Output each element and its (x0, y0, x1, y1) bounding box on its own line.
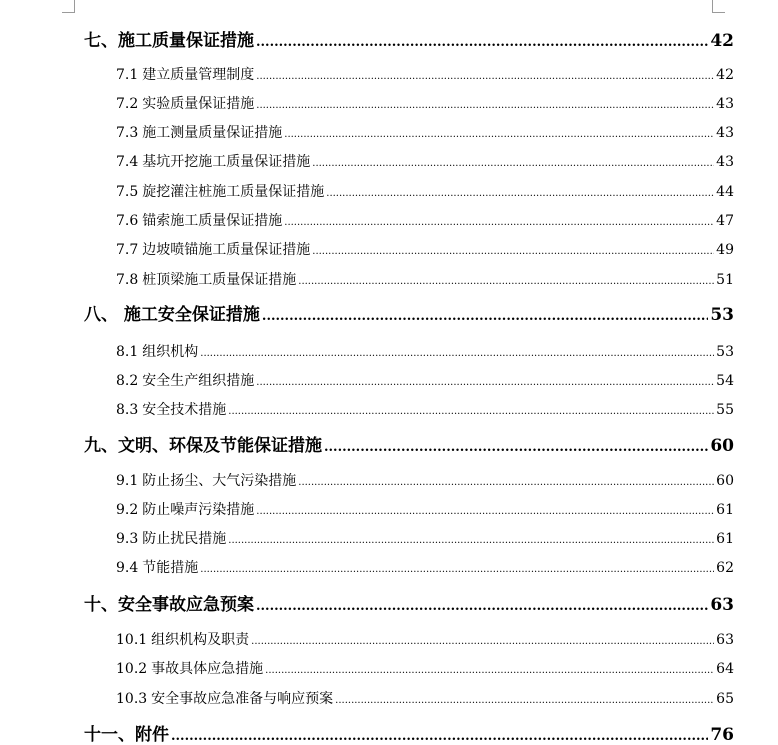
toc-leader-dots (324, 440, 708, 455)
toc-entry-page-number: 47 (716, 213, 734, 229)
toc-leader-dots (298, 477, 714, 488)
toc-entry-page-number: 49 (716, 242, 734, 258)
toc-section-entry[interactable] (116, 64, 734, 84)
toc-section-entry[interactable] (116, 557, 734, 577)
toc-entry-number: 7.7 (116, 242, 139, 258)
toc-entry-number: 9.1 (116, 473, 139, 489)
toc-entry-page-number: 53 (710, 305, 734, 325)
toc-leader-dots (312, 246, 714, 257)
toc-entry-number: 8.2 (116, 373, 139, 389)
toc-entry-page-number: 61 (716, 531, 734, 547)
toc-section-entry[interactable] (116, 210, 734, 230)
toc-entry-title: 十、安全事故应急预案 (84, 595, 254, 615)
toc-section-entry[interactable] (116, 93, 734, 113)
toc-entry-page-number: 63 (716, 632, 734, 648)
toc-entry-number: 9.3 (116, 531, 139, 547)
toc-entry-title: 事故具体应急措施 (151, 661, 264, 677)
toc-leader-dots (256, 506, 714, 517)
toc-entry-page-number: 43 (716, 96, 734, 112)
toc-entry-title: 边坡喷锚施工质量保证措施 (142, 242, 311, 258)
toc-leader-dots (312, 158, 714, 169)
toc-leader-dots (284, 217, 714, 228)
toc-entry-page-number: 42 (716, 67, 734, 83)
toc-section-entry[interactable] (116, 370, 734, 390)
toc-entry-number: 7.4 (116, 154, 139, 170)
toc-leader-dots (265, 665, 714, 676)
toc-entry-title: 安全事故应急准备与响应预案 (151, 691, 334, 707)
toc-entry-page-number: 60 (710, 436, 734, 456)
toc-section-entry[interactable] (116, 181, 734, 201)
toc-entry-page-number: 64 (716, 661, 734, 677)
toc-entry-title: 七、施工质量保证措施 (84, 31, 254, 51)
toc-section-entry[interactable] (116, 341, 734, 361)
toc-section-entry[interactable] (116, 499, 734, 519)
toc-entry-page-number: 54 (716, 373, 734, 389)
toc-entry-number: 7.1 (116, 67, 139, 83)
toc-entry-page-number: 42 (710, 31, 734, 51)
toc-entry-title: 组织机构及职责 (151, 632, 250, 648)
toc-entry-number: 7.5 (116, 184, 139, 200)
toc-chapter-entry[interactable] (84, 26, 734, 51)
toc-leader-dots (228, 535, 714, 546)
toc-leader-dots (284, 129, 714, 140)
toc-section-entry[interactable] (116, 122, 734, 142)
toc-entry-page-number: 55 (716, 402, 734, 418)
toc-section-entry[interactable] (116, 470, 734, 490)
toc-leader-dots (256, 35, 708, 50)
toc-entry-number: 10.2 (116, 661, 148, 677)
toc-leader-dots (298, 276, 714, 287)
toc-chapter-entry[interactable] (84, 590, 734, 615)
toc-entry-title: 防止扰民措施 (142, 531, 227, 547)
toc-entry-page-number: 53 (716, 344, 734, 360)
toc-chapter-entry[interactable] (84, 431, 734, 456)
toc-entry-title: 旋挖灌注桩施工质量保证措施 (142, 184, 325, 200)
toc-entry-title: 桩顶梁施工质量保证措施 (142, 272, 297, 288)
toc-entry-title: 八、 施工安全保证措施 (84, 305, 260, 325)
toc-section-entry[interactable] (116, 528, 734, 548)
toc-chapter-entry[interactable] (84, 720, 734, 745)
toc-section-entry[interactable] (116, 688, 734, 708)
toc-entry-title: 安全技术措施 (142, 402, 227, 418)
toc-entry-page-number: 43 (716, 154, 734, 170)
toc-section-entry[interactable] (116, 629, 734, 649)
toc-entry-title: 基坑开挖施工质量保证措施 (142, 154, 311, 170)
toc-entry-number: 8.3 (116, 402, 139, 418)
toc-entry-title: 建立质量管理制度 (142, 67, 255, 83)
toc-entry-title: 节能措施 (142, 560, 199, 576)
toc-section-entry[interactable] (116, 658, 734, 678)
crop-mark-left (62, 0, 75, 13)
crop-mark-right (712, 0, 725, 13)
toc-leader-dots (326, 188, 714, 199)
toc-entry-page-number: 63 (710, 595, 734, 615)
toc-section-entry[interactable] (116, 151, 734, 171)
toc-entry-page-number: 51 (716, 272, 734, 288)
toc-leader-dots (335, 695, 714, 706)
toc-section-entry[interactable] (116, 399, 734, 419)
toc-entry-number: 9.4 (116, 560, 139, 576)
toc-leader-dots (256, 100, 714, 111)
toc-leader-dots (200, 564, 714, 575)
toc-leader-dots (171, 729, 708, 744)
toc-entry-page-number: 43 (716, 125, 734, 141)
toc-entry-page-number: 65 (716, 691, 734, 707)
toc-entry-page-number: 62 (716, 560, 734, 576)
toc-leader-dots (228, 406, 714, 417)
toc-entry-title: 组织机构 (142, 344, 199, 360)
toc-entry-title: 九、文明、环保及节能保证措施 (84, 436, 322, 456)
toc-leader-dots (256, 71, 714, 82)
toc-entry-number: 9.2 (116, 502, 139, 518)
toc-entry-title: 实验质量保证措施 (142, 96, 255, 112)
toc-entry-title: 防止噪声污染措施 (142, 502, 255, 518)
toc-leader-dots (251, 636, 714, 647)
toc-leader-dots (256, 599, 708, 614)
toc-entry-title: 施工测量质量保证措施 (142, 125, 283, 141)
toc-entry-page-number: 76 (710, 725, 734, 745)
toc-entry-title: 锚索施工质量保证措施 (142, 213, 283, 229)
toc-entry-page-number: 61 (716, 502, 734, 518)
toc-leader-dots (200, 348, 714, 359)
toc-entry-number: 10.3 (116, 691, 148, 707)
toc-entry-title: 防止扬尘、大气污染措施 (142, 473, 297, 489)
toc-section-entry[interactable] (116, 269, 734, 289)
toc-entry-page-number: 44 (716, 184, 734, 200)
toc-section-entry[interactable] (116, 239, 734, 259)
toc-entry-number: 7.2 (116, 96, 139, 112)
toc-leader-dots (256, 377, 714, 388)
toc-entry-number: 7.8 (116, 272, 139, 288)
toc-entry-number: 8.1 (116, 344, 139, 360)
toc-entry-page-number: 60 (716, 473, 734, 489)
toc-entry-title: 安全生产组织措施 (142, 373, 255, 389)
toc-entry-number: 7.3 (116, 125, 139, 141)
toc-leader-dots (262, 309, 708, 324)
toc-entry-title: 十一、附件 (84, 725, 169, 745)
toc-chapter-entry[interactable] (84, 300, 734, 325)
toc-entry-number: 10.1 (116, 632, 148, 648)
toc-entry-number: 7.6 (116, 213, 139, 229)
